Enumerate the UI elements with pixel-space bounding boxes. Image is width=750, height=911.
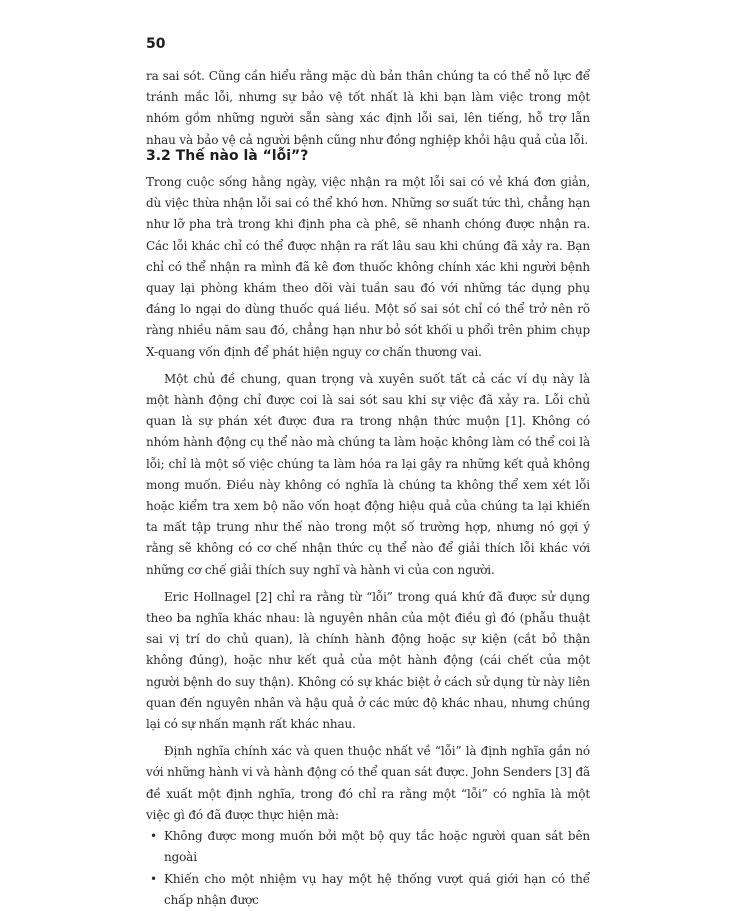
section-heading: 3.2 Thế nào là “lỗi”? bbox=[146, 148, 309, 164]
intro-paragraph-block bbox=[146, 66, 590, 151]
paragraph-2: Một chủ đề chung, quan trọng và xuyên suốt tất cả các ví dụ này là một hành động chỉ được coi là sai sót sau khi sự việc đã xảy ra. Lỗi chủ quan là sự phán xét được đưa ra trong nhận thức muộn [1]. Không có nhóm hành động cụ thể nào mà chúng ta làm hoặc không làm có thể coi là lỗi; chỉ là một số việc chúng ta làm hóa ra lại gây ra những kết quả không mong muốn. Điều này không có nghĩa là chúng ta không thể xem xét lỗi hoặc kiểm tra xem bộ não vốn hoạt động hiệu quả của chúng ta lại khiến ta mất tập trung như thế nào trong một số trường hợp, nhưng nó gợi ý rằng sẽ không có cơ chế nhận thức cụ thể nào để giải thích lỗi khác với những cơ chế giải thích suy nghĩ và hành vi của con người. bbox=[146, 371, 590, 577]
intro-paragraph: ra sai sót. Cũng cần hiểu rằng mặc dù bản thân chúng ta có thể nỗ lực để tránh mắc lỗi, nhưng sự bảo vệ tốt nhất là khi bạn làm việc trong một nhóm gồm những người sẵn sàng xác định lỗi sai, lên tiếng, hỗ trợ lẫn nhau và bảo vệ cả người bệnh cũng như đồng nghiệp khỏi hậu quả của lỗi. bbox=[146, 69, 590, 147]
paragraph-3: Eric Hollnagel [2] chỉ ra rằng từ “lỗi” trong quá khứ đã được sử dụng theo ba nghĩa khác nhau: là nguyên nhân của một điều gì đó (phẫu thuật sai vị trí do chủ quan), là chính hành động hoặc sự kiện (cắt bỏ thận không đúng), hoặc như kết quả của một hành động (cái chết của một người bệnh do suy thận). Không có sự khác biệt ở cách sử dụng từ này liên quan đến nguyên nhân và hậu quả ở các mức độ khác nhau, nhưng chúng lại có sự nhấn mạnh rất khác nhau. bbox=[146, 589, 590, 732]
bullet-item-1: • Không được mong muốn bởi một bộ quy tắc hoặc người quan sát bên ngoài bbox=[146, 826, 590, 868]
page-number: 50 bbox=[146, 36, 166, 52]
paragraph-4: Định nghĩa chính xác và quen thuộc nhất về “lỗi” là định nghĩa gắn nó với những hành vi và hành động có thể quan sát được. John Senders [3] đã đề xuất một định nghĩa, trong đó chỉ ra rằng một “lỗi” có nghĩa là một việc gì đó đã được thực hiện mà: bbox=[146, 744, 590, 822]
paragraph-1: Trong cuộc sống hằng ngày, việc nhận ra một lỗi sai có vẻ khá đơn giản, dù việc thừa nhận lỗi sai có thể khó hơn. Những sơ suất tức thì, chẳng hạn như lỡ pha trà trong khi định pha cà phê, sẽ nhanh chóng được nhận ra. Các lỗi khác chỉ có thể được nhận ra rất lâu sau khi chúng đã xảy ra. Bạn chỉ có thể nhận ra mình đã kê đơn thuốc không chính xác khi người bệnh quay lại phòng khám theo dõi vài tuần sau đó với những tác dụng phụ đáng lo ngại do dùng thuốc quá liều. Một số sai sót chỉ có thể trở nên rõ ràng nhiều năm sau đó, chẳng hạn như bỏ sót khối u phổi trên phim chụp X-quang vốn định để phát hiện nguy cơ chấn thương vai. bbox=[146, 175, 590, 359]
bullet-item-2: • Khiến cho một nhiệm vụ hay một hệ thống vượt quá giới hạn có thể chấp nhận được bbox=[146, 869, 590, 911]
section-body bbox=[146, 172, 590, 911]
bullet-list bbox=[146, 826, 590, 911]
